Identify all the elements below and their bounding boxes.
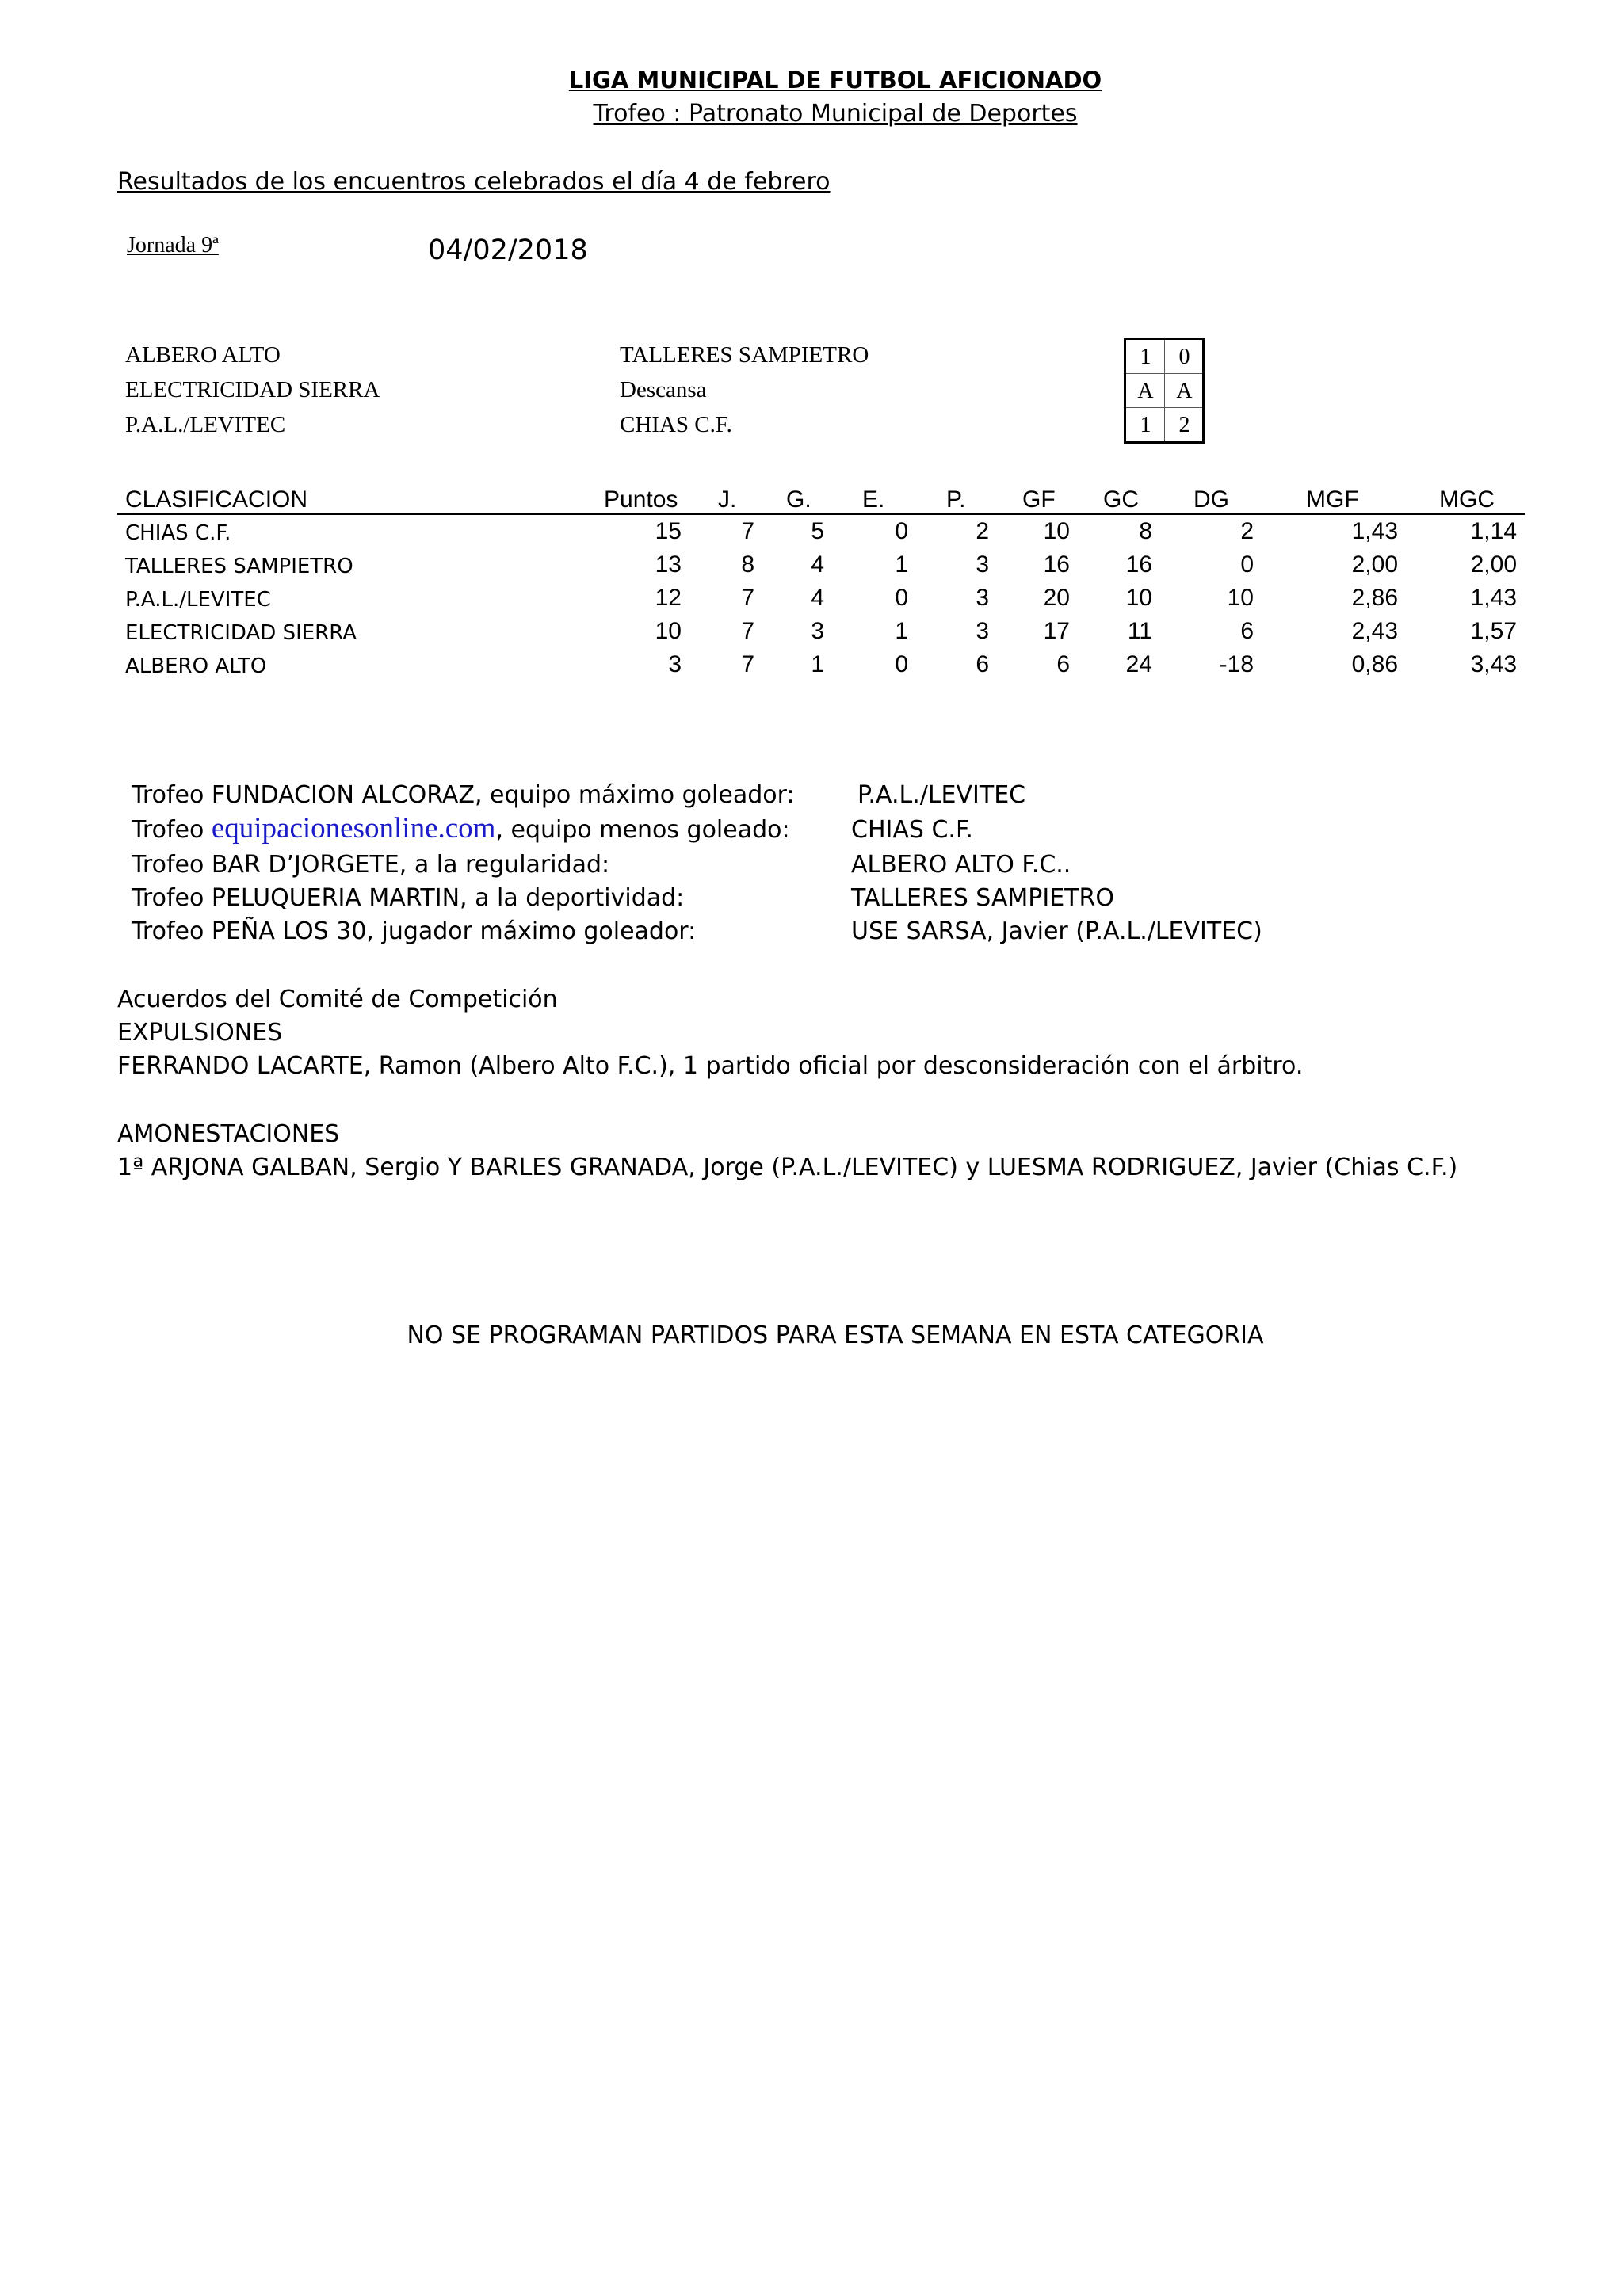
warnings-heading: AMONESTACIONES	[117, 1120, 340, 1148]
standings-cell: 16	[1043, 551, 1070, 578]
standings-cell: 4	[811, 551, 824, 578]
standings-cell: 1,14	[1470, 518, 1517, 544]
trophy-label: Trofeo PELUQUERIA MARTIN, a la deportividad:	[132, 884, 685, 912]
score-home: A	[1137, 379, 1154, 403]
standings-cell: 2,43	[1351, 618, 1398, 644]
standings-cell: 6	[976, 651, 989, 677]
standings-cell: 1	[895, 618, 908, 644]
column-header: GF	[1022, 486, 1056, 513]
footer-note: NO SE PROGRAMAN PARTIDOS PARA ESTA SEMANA EN ESTA CATEGORIA	[407, 1322, 1264, 1349]
trophy-winner: CHIAS C.F.	[851, 816, 973, 844]
standings-cell: 6	[1240, 618, 1254, 644]
standings-cell: 2,00	[1470, 551, 1517, 578]
standings-header	[117, 483, 1525, 515]
match-home-team: ELECTRICIDAD SIERRA	[125, 377, 380, 402]
round-label: Jornada 9ª	[127, 233, 219, 257]
standings-cell: 3,43	[1470, 651, 1517, 677]
standings-cell: 0	[895, 585, 908, 611]
standings-cell: 11	[1127, 618, 1152, 644]
standings-cell: 0	[895, 518, 908, 544]
column-header: P.	[946, 486, 966, 513]
column-header: E.	[862, 486, 885, 513]
standings-cell: 2	[1240, 518, 1254, 544]
standings-team-name: ELECTRICIDAD SIERRA	[125, 621, 357, 645]
standings-cell: 10	[655, 618, 682, 644]
score-home: 1	[1140, 413, 1151, 437]
trophy-label: Trofeo FUNDACION ALCORAZ, equipo máximo goleador:	[132, 781, 795, 809]
expulsions-text: FERRANDO LACARTE, Ramon (Albero Alto F.C.), 1 partido oficial por desconsideración con el árbitro.	[117, 1052, 1304, 1080]
trophy-label-prefix: Trofeo	[132, 816, 212, 844]
league-subtitle: Trofeo : Patronato Municipal de Deportes	[593, 100, 1078, 128]
standings-cell: 3	[976, 618, 989, 644]
standings-cell: 8	[1139, 518, 1152, 544]
trophy-winner: USE SARSA, Javier (P.A.L./LEVITEC)	[851, 917, 1262, 945]
match-away-team: CHIAS C.F.	[620, 412, 732, 437]
standings-cell: 2,00	[1351, 551, 1398, 578]
expulsions-heading: EXPULSIONES	[117, 1019, 283, 1047]
column-header: J.	[718, 486, 737, 513]
standings-cell: 10	[1125, 585, 1152, 611]
standings-cell: 7	[741, 585, 754, 611]
standings-team-name: ALBERO ALTO	[125, 654, 267, 678]
standings-cell: 6	[1056, 651, 1070, 677]
standings-cell: 3	[668, 651, 682, 677]
trophy-winner: ALBERO ALTO F.C..	[851, 851, 1071, 879]
committee-title: Acuerdos del Comité de Competición	[117, 986, 558, 1013]
column-header: MGF	[1306, 486, 1359, 513]
match-away-team: Descansa	[620, 377, 707, 402]
column-header: Puntos	[604, 486, 678, 513]
score-away: A	[1176, 379, 1193, 403]
standings-cell: 3	[976, 585, 989, 611]
warnings-text: 1ª ARJONA GALBAN, Sergio Y BARLES GRANADA, Jorge (P.A.L./LEVITEC) y LUESMA RODRIGUEZ, Javier (Chias C.F.)	[117, 1154, 1458, 1181]
standings-cell: 24	[1125, 651, 1152, 677]
standings-cell: 10	[1227, 585, 1254, 611]
standings-team-name: TALLERES SAMPIETRO	[125, 555, 353, 578]
column-header: DG	[1193, 486, 1229, 513]
standings-cell: 1,43	[1351, 518, 1398, 544]
standings-cell: 2	[976, 518, 989, 544]
standings-cell: 16	[1125, 551, 1152, 578]
standings-cell: 2,86	[1351, 585, 1398, 611]
standings-cell: 0	[895, 651, 908, 677]
standings-cell: 0,86	[1351, 651, 1398, 677]
column-header: MGC	[1439, 486, 1495, 513]
trophy-label-suffix: , equipo menos goleado:	[495, 816, 790, 844]
score-home: 1	[1140, 345, 1151, 369]
standings-cell: 5	[811, 518, 824, 544]
trophy-label	[132, 811, 790, 845]
trophy-winner: P.A.L./LEVITEC	[857, 781, 1026, 809]
standings-cell: 1,43	[1470, 585, 1517, 611]
round-date: 04/02/2018	[428, 235, 588, 266]
standings-cell: 1,57	[1470, 618, 1517, 644]
sponsor-link[interactable]: equipacionesonline.com	[211, 812, 496, 845]
results-heading: Resultados de los encuentros celebrados el día 4 de febrero	[117, 168, 831, 196]
standings-cell: 1	[895, 551, 908, 578]
standings-cell: 7	[741, 518, 754, 544]
column-header: G.	[786, 486, 812, 513]
match-home-team: ALBERO ALTO	[125, 342, 281, 368]
standings-cell: 8	[741, 551, 754, 578]
standings-cell: 0	[1240, 551, 1254, 578]
league-title: LIGA MUNICIPAL DE FUTBOL AFICIONADO	[568, 67, 1102, 93]
standings-title: CLASIFICACION	[125, 486, 308, 513]
standings-cell: 10	[1043, 518, 1070, 544]
standings-cell: 15	[655, 518, 682, 544]
standings-cell: 13	[655, 551, 682, 578]
score-box	[1124, 338, 1205, 444]
trophy-winner: TALLERES SAMPIETRO	[851, 884, 1114, 912]
standings-cell: 3	[976, 551, 989, 578]
match-home-team: P.A.L./LEVITEC	[125, 412, 286, 437]
standings-team-name: P.A.L./LEVITEC	[125, 588, 271, 612]
standings-cell: -18	[1219, 651, 1254, 677]
standings-cell: 4	[811, 585, 824, 611]
score-away: 2	[1178, 413, 1190, 437]
column-header: GC	[1103, 486, 1139, 513]
standings-cell: 7	[741, 651, 754, 677]
standings-cell: 3	[811, 618, 824, 644]
standings-cell: 20	[1043, 585, 1070, 611]
standings-team-name: CHIAS C.F.	[125, 521, 231, 545]
trophy-label: Trofeo BAR D’JORGETE, a la regularidad:	[132, 851, 610, 879]
standings-cell: 17	[1043, 618, 1070, 644]
trophy-label: Trofeo PEÑA LOS 30, jugador máximo goleador:	[132, 917, 697, 945]
score-away: 0	[1178, 345, 1190, 369]
standings-cell: 7	[741, 618, 754, 644]
match-away-team: TALLERES SAMPIETRO	[620, 342, 869, 368]
standings-cell: 1	[811, 651, 824, 677]
standings-cell: 12	[655, 585, 682, 611]
